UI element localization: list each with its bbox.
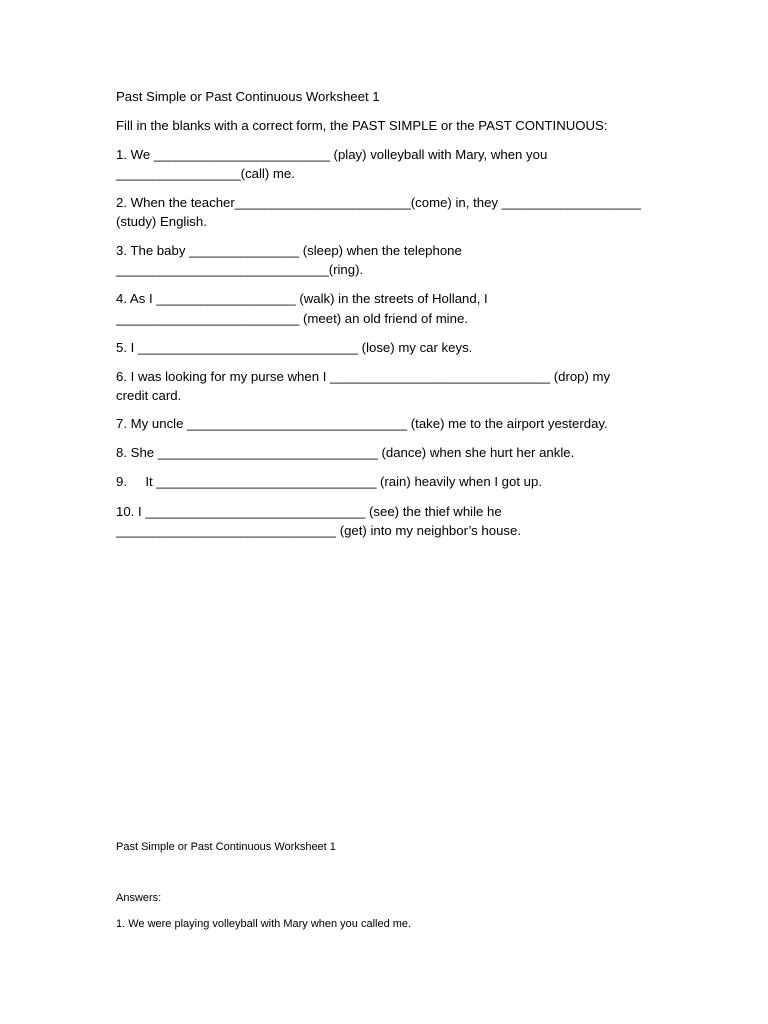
- exercise-9-line-1: 9. It ______________________________ (rain) heavily when I got up.: [116, 474, 542, 489]
- answers-title: Past Simple or Past Continuous Worksheet 1: [116, 841, 336, 853]
- answers-heading: Answers:: [116, 892, 162, 904]
- exercise-3-line-2: _____________________________(ring).: [116, 262, 364, 277]
- exercise-1-line-2: _________________(call) me.: [116, 166, 295, 181]
- exercise-8-line-1: 8. She ______________________________ (dance) when she hurt her ankle.: [116, 445, 575, 460]
- exercise-10-line-2: ______________________________ (get) into my neighbor’s house.: [116, 523, 522, 538]
- exercise-6-line-2: credit card.: [116, 388, 182, 403]
- exercise-5-line-1: 5. I ______________________________ (lose) my car keys.: [116, 340, 473, 355]
- exercise-10-line-1: 10. I ______________________________ (see) the thief while he: [116, 504, 502, 519]
- exercise-2-line-2: (study) English.: [116, 214, 207, 229]
- exercise-7-line-1: 7. My uncle ______________________________ (take) me to the airport yesterday.: [116, 416, 608, 431]
- exercise-1-line-1: 1. We ________________________ (play) volleyball with Mary, when you: [116, 147, 548, 162]
- answer-1: 1. We were playing volleyball with Mary when you called me.: [116, 918, 412, 930]
- exercise-6-line-1: 6. I was looking for my purse when I ______________________________ (drop) my: [116, 369, 611, 384]
- exercise-2-line-1: 2. When the teacher________________________(come) in, they ___________________: [116, 195, 642, 210]
- exercise-4-line-2: _________________________ (meet) an old friend of mine.: [116, 311, 468, 326]
- worksheet-title: Past Simple or Past Continuous Worksheet 1: [116, 89, 380, 104]
- exercise-3-line-1: 3. The baby _______________ (sleep) when the telephone: [116, 243, 462, 258]
- exercise-4-line-1: 4. As I ___________________ (walk) in the streets of Holland, I: [116, 291, 488, 306]
- instructions: Fill in the blanks with a correct form, the PAST SIMPLE or the PAST CONTINUOUS:: [116, 118, 608, 133]
